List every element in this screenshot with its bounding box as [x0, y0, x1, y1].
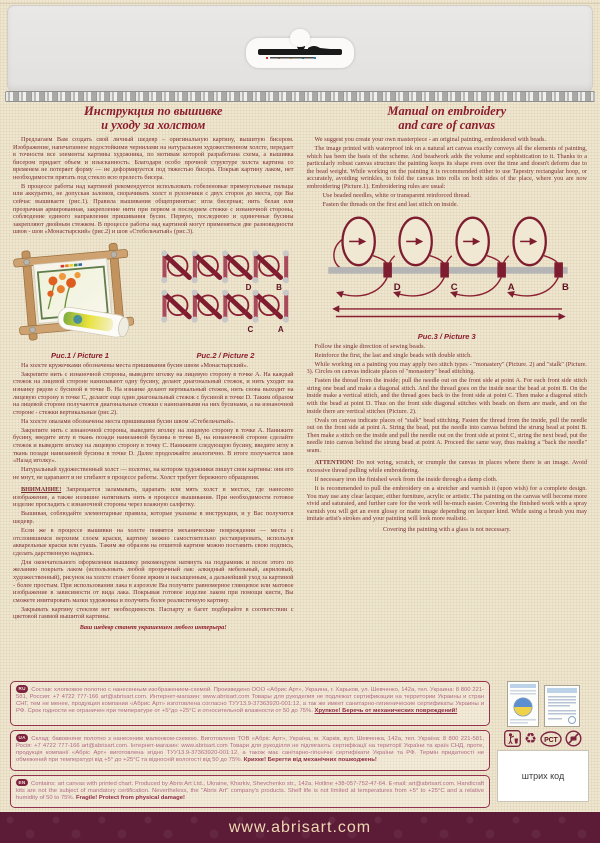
footer-en-warning: Fragile! Protect from physical damage!	[75, 795, 185, 802]
package-header-back	[7, 5, 593, 92]
hoop-and-canvas-illustration	[13, 239, 147, 345]
stitch-point-label: A	[277, 324, 284, 334]
footer-ua-text: Склад: бавовняне полотно з нанесеним малюнком-схемою. Виготовлено ТОВ «Абріс Арт», Україна, м. Харків, вул. Шевченка, 142а, тел. Україна: 8 800 221-581, Росія: +7 4722 777-166 art@abrisart.com. Інтернет-магазин: www.abrisart.com Товари для рукоділля не підлягають сертифікації на території України та країн СНД, проте, продукція компанії «Абріс Арт» виготовлена згідно ТУУ13.9-37363920-001:12, а також має санітарно-гігієнічні сертифікати України та РФ. Термін придатності не обмежений при температурі від +5° до +25°С та відносній вологості від 50 до 75%.	[16, 736, 484, 764]
certificates	[507, 681, 580, 727]
ru-attention-text: Запрещается заламывать, царапать или мять холст в местах, где нанесено изображение, а также излишне натягивать нить в процессе вышивания. При необходимости готовое изделие прогладить с изнаночной стороны через влажную салфетку.	[13, 486, 294, 509]
footer-ua-warning: Крихке! Берегти від механічних пошкоджень!	[243, 757, 377, 764]
stitch-point-label: B	[561, 281, 569, 293]
lang-badge-ru: RU	[16, 685, 28, 693]
en-paragraph: Reinforce the first, the last and single beads with double stitch.	[314, 351, 472, 359]
ru-paragraph: На холсте кружочками обозначены места пришивания бусин швом «Монастырский».	[21, 361, 249, 369]
title-ru	[13, 104, 294, 132]
website-url: www.abrisart.com	[228, 818, 372, 836]
column-russian	[13, 104, 294, 678]
column-english	[307, 104, 588, 678]
footer-box-en	[10, 775, 490, 808]
barcode-placeholder	[497, 750, 589, 802]
barcode-label: штрих код	[521, 771, 565, 781]
en-paragraph: Fasten the thread from the inside; pull the needle out on the front side at point A. For each front side stitch string one bead and make a diagonal stitch. And the thread goes on the inside near the bead at point B. On the inside make a vertical stitch, and the thread goes back to the front side at point C. Then make a diagonal stitch with the bead at point D. Thus on the front side diagonal stitches with beads on them are made, and on the inside there are vertical stitches (Picture. 2).	[306, 377, 587, 415]
en-paragraph: It is recommended to pull the embroidery on a stretcher and varnish it (upon wish) for a complete design. You may use any clear lacquer, either furniture, acrylic or artistic. The painting on the canvas will become more vivid and saturated, and further care for the work will be-much easier. Covering the finished work with a spray varnish you will get an even glossy or matte image depending on lacquer kind. While using a brush you may imitate artist's strokes and your painting will look more realistic.	[306, 485, 587, 523]
ru-closing-line: Ваш шедевр станет украшением любого интерьера!	[79, 623, 227, 631]
footer-ru-text: Состав: хлопковое полотно с нанесенным изображением-схемой. Произведено ООО «Абрис Арт», Украина, г. Харьков, ул. Шевченко, 142а, тел. Украина: 8 800 221-581, Россия: +7 4722 777-166 art@abrisart.com. Интернет-магазин: www.abrisart.com Товары для рукоделия не подлежат сертификации на территории Украины и стран СНГ, тем не менее, продукция компании «Абрис Арт» изготовлена согласно ТУУ13.9-37363920-001:12, а так же имеет санитарно-гигиенические сертификаты Украины и РФ. Срок годности не ограничен при температуре от +5°до +25°С и относительной влажности от 50 до 75%.	[16, 687, 484, 715]
en-attention-label: ATTENTION!	[314, 459, 354, 467]
ru-paragraph: Натуральный художественный холст — полотно, на котором художники пишут свои картины: они его не мнут, не царапают и не сгибают в процессе работы. Холст требует бережного обращения.	[13, 466, 294, 481]
figure-1-caption: Рис.1 / Picture 1	[51, 350, 109, 360]
title-ru-line1: Инструкция по вышивке	[84, 104, 223, 118]
monastery-stitch-diagram	[158, 244, 294, 345]
abris-art-logo	[254, 42, 346, 64]
figure-3	[307, 212, 588, 341]
stitch-point-label: B	[275, 282, 282, 292]
title-en	[307, 104, 588, 132]
packaging-icons	[504, 730, 582, 747]
footer-en-text: Contains: art canvas with printed chart. Produced by Abris Art Ltd., Ukraine, Kharkiv, Shevchenko str., 142a. Hotline +38-057-752-47-64. E-mail: art@abrisart.com. Handicraft kits are not the subject of mandatory certification. Nevertheless, the "Abris Art" company's products. Shelf life is not limited at temperatures from +5° to +25°C and a relative humidity of 50 to 75%.	[16, 780, 484, 802]
ru-paragraph: Закрывать картину стеклом нет необходимости. Паспарту и багет подбирайте в соответствии с цветовой гаммой вышитой картины.	[13, 605, 294, 621]
ru-paragraph: В процессе работы над картиной рекомендуется использовать гобеленовые прямоугольные пяльцы или аккуратно, не допуская заломов, сворачивать холст в рулончики с двух сторон до места, где Вы сейчас вышиваете (рис.1). Правила вышивания общепринятые: игла бисерная; нить белая или прозрачная армированная, закрепление нити при первом и последнем стежке с изнаночной стороны, соблюдение единого направления пришивания бусин. Первую, последнюю и одиночные бусины закрепляют двойным стежком. В процессе работы над картиной могут применяться две разновидности швов - шов «Монастырский» (рис.2) и шов «Стебельчатый» (рис.3).	[13, 182, 294, 236]
logo-plaque	[246, 38, 354, 68]
figure-2-caption: Рис.2 / Picture 2	[196, 350, 255, 360]
footer-right-column	[496, 681, 590, 808]
stitch-point-label: C	[246, 324, 253, 334]
ru-paragraph: Предлагаем Вам создать свой личный шедевр – оригинальную картину, вышитую бисером. Изображение, напечатанное водостойкими чернилами на натуральном художественном холсте, передает в точности все элементы картины художника, по мотивам которой разработана схема, а вышивка бисером придает объем и изысканность. Благодаря особо прочной структуре холста картина со временем не потеряет форму — не деформируется под тяжестью бисера. Покрыв картину лаком, нет необходимости прятать под стекло всю прелесть бисера.	[13, 136, 294, 181]
ru-attention-label: ВНИМАНИЕ!	[21, 486, 62, 494]
stitch-point-label: A	[507, 281, 515, 293]
ru-attention	[13, 486, 294, 509]
ru-paragraph: На холсте овалами обозначены места пришивания бусин швом «Стебельчатый».	[21, 417, 235, 425]
figure-3-caption: Рис.3 / Picture 3	[417, 331, 476, 341]
bead-strip-decoration	[5, 91, 595, 102]
en-attention-text: Do not wring, scratch, or crumple the canvas in places where there is an image. Avoid excessive thread pulling while embroidering.	[306, 459, 587, 474]
stitch-point-label: C	[450, 281, 458, 293]
stalk-stitch-diagram	[321, 212, 573, 326]
certificate-ru-icon	[544, 685, 580, 727]
en-paragraph: While working on a painting you may apply two stitch types - "monastery" (Picture. 2) and "stalk" (Picture. 3). Circles on canvas indicate places of "monastery" bead stitching.	[306, 360, 587, 376]
footer	[10, 681, 590, 808]
footer-box-ru	[10, 681, 490, 726]
lang-badge-en: EN	[16, 779, 28, 787]
svg-text:РСТ: РСТ	[543, 736, 558, 744]
en-paragraph: The image printed with waterproof ink on a natural art canvas exactly conveys all the elements of painting, which has been the basis of the scheme. And beadwork adds the volume and sophistication to it. Thanks to a particularly robust canvas structure the painting keeps its shape even over the time and doesn't deform due to the bead weight. While working on the painting it is recommended either to use Tapestry rectangular hoop, or accurately, avoiding wrinkles, to fold the canvas into rolls on both sides of the place, where you are now embroidering (Picture.1). Embroidering rules are usual:	[306, 145, 587, 190]
ru-paragraph: Если же в процессе вышивки на холсте появятся механические повреждения — места с отслоившимся верхним слоем краски, картину можно самостоятельно реставрировать, используя акварельные краски или гуашь. Таким же образом на отшитой картине можно поставить свою подпись, сделать дарственную надпись.	[13, 527, 294, 557]
stitch-point-label: D	[245, 282, 251, 292]
en-attention	[307, 459, 588, 474]
title-ru-line2: и уходу за холстом	[101, 118, 206, 132]
website-band	[0, 812, 600, 843]
no-crush-icon	[565, 730, 582, 747]
en-rule-line: Fasten the threads on the first and last stitch on inside.	[322, 201, 459, 208]
content-columns	[13, 104, 587, 678]
rst-certification-icon	[540, 731, 562, 747]
ru-paragraph: Для окончательного оформления вышивку рекомендуем натянуть на подрамник и после этого по желанию покрыть лаком (использовать любой прозрачный лак: алкидный мебельный, акриловый, художественный), рисунок на холсте станет более ярким и насыщенным, а дальнейший уход за картиной - более простым. При использовании лака в аэрозоле Вы получите равномерное глянцевое или матовое изображение в зависимости от вида лака. Покрывая готовое изделие лаком при помощи кисти, Вы сможете имитировать мазки художника и получить более реалистичную картину.	[13, 558, 294, 604]
en-paragraph: Follow the single direction of sewing beads.	[314, 342, 426, 350]
recycle-icon: ♻	[524, 730, 537, 747]
en-paragraph: If necessary iron the finished work from the inside through a damp cloth.	[314, 476, 498, 484]
en-paragraph: We suggest you create your own masterpiece - an original painting, embroidered with beads.	[314, 136, 547, 143]
certificate-ua-icon	[507, 681, 539, 727]
en-paragraph: Ovals on canvas indicate places of "stalk" bead stitching. Fasten the thread from the inside, pull the needle out on the front side at point A. String the bead, put the needle into canvas behind the strung bead at point B. Then make a stitch on the inside and pull the needle out on the front side at point C, string the next bead, put the needle into canvas behind the strung bead at point A. Proceed the same way, thus making a "back the needle" seam.	[306, 416, 587, 454]
figures-row	[13, 239, 294, 360]
fold-line	[0, 3, 600, 4]
en-closing-line: Covering the painting with a glass is not necessary.	[382, 525, 511, 533]
figure-1	[13, 239, 147, 360]
keep-clean-icon	[504, 730, 521, 747]
figure-2	[158, 244, 294, 360]
title-en-line1: Manual on embroidery	[387, 104, 507, 118]
lang-badge-ua: UA	[16, 734, 28, 742]
title-en-line2: and care of canvas	[398, 118, 496, 132]
stitch-point-label: D	[393, 281, 401, 293]
ru-paragraph: Закрепите нить с изнаночной стороны, выведите иголку на лицевую сторону в точке А. Нанижите бусину, введите иглу в ткань позади нанизанной бусины в точке В, на изнаночной стороне сделайте стежок и выведите иголку на лицевую сторону в точку С. Нанижите следующую бусину, введите иглу в ткань позади нанизанной бусины в точке D. Далее продолжайте аналогично. В итоге получается шов «Назад иголку».	[13, 426, 294, 465]
ru-paragraph: Вышивая, соблюдайте элементарные правила, которые указаны в инструкции, и у Вас получится шедевр.	[13, 510, 294, 525]
footer-info-boxes	[10, 681, 490, 808]
footer-ru-warning: Хрупкое! Беречь от механических повреждений!	[314, 708, 458, 715]
en-rule-line: Use beaded needles, white or transparent reinforced thread.	[322, 191, 471, 199]
ru-paragraph: Закрепите нить с изнаночной стороны, выведите иголку на лицевую сторону в точке А. На каждый стежок на лицевой стороне нанизывают одну бусину, делают диагональный стежок, и нить уходит на изнанку рядом с бусиной в точке В. На изнанке делают вертикальный стежок, нить снова выходит на лицевую сторону в точке С, делают еще один диагональный стежок с бусиной в точке D. Таким образом на лицевой стороне получаются диагональные стежки с нанизанными на них бусинами, а на изнаночной стороне - стежки вертикальные (рис.2).	[13, 370, 294, 416]
footer-box-ua	[10, 730, 490, 771]
